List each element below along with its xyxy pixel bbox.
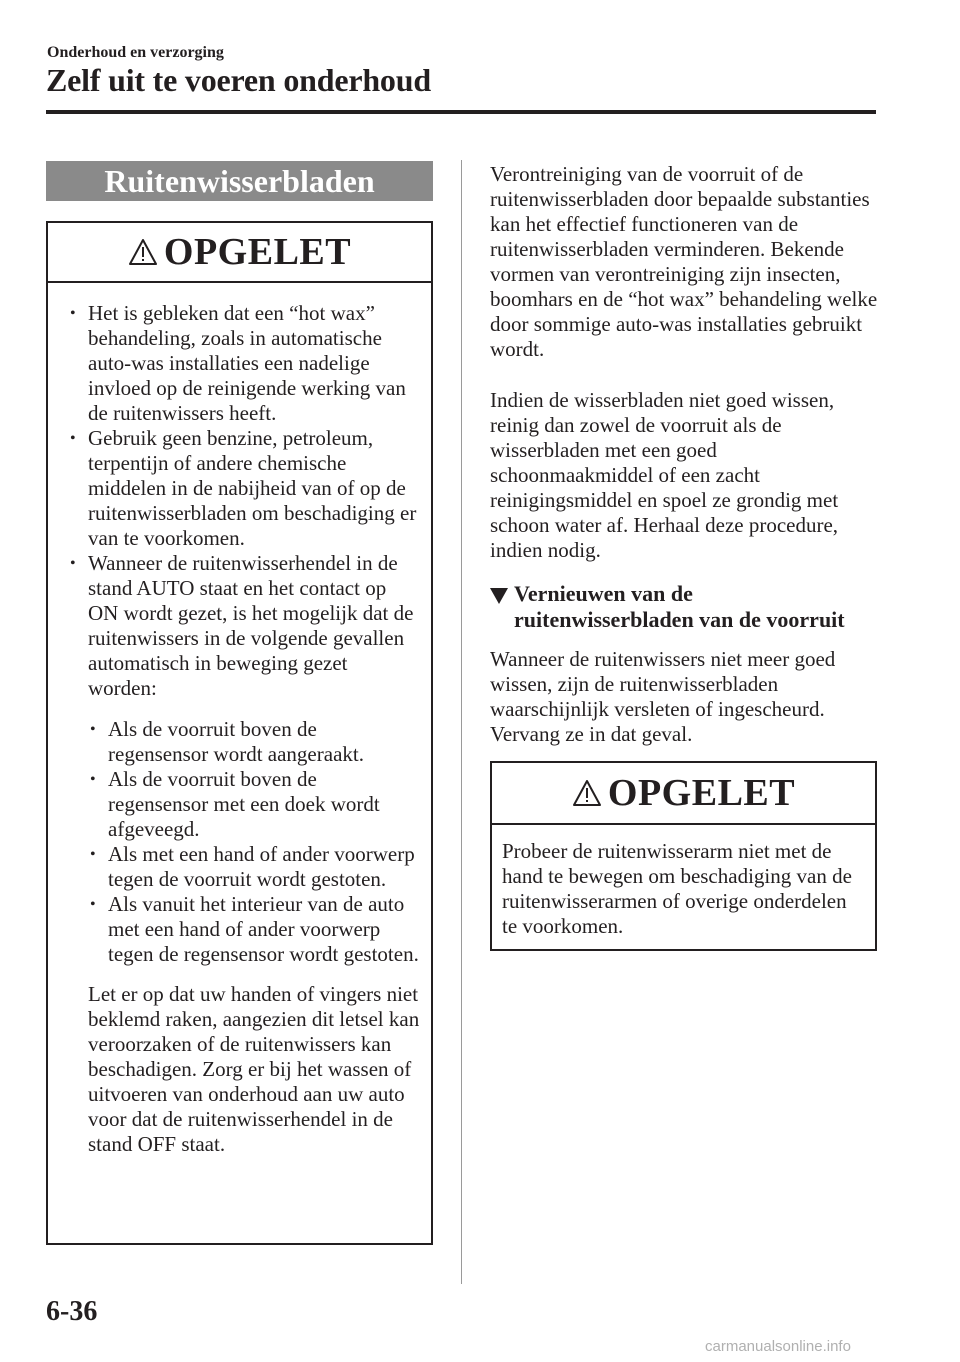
triangle-down-icon [490,588,508,604]
paragraph-replace: Wanneer de ruitenwissers niet meer goed wissen, zijn de ruitenwisserbladen waarschijnlijk versleten of ingescheurd. Vervang ze in dat geval. [490,647,836,746]
caution-text: Probeer de ruitenwisserarm niet met de hand te bewegen om beschadiging van de ruitenwisserarmen of overige onderdelen te voorkomen. [502,839,852,938]
list-item: • Als de voorruit boven de regensensor met een doek wordt afgeveegd. [90,767,421,842]
list-item: • Als de voorruit boven de regensensor wordt aangeraakt. [90,717,421,767]
header-rule [46,110,876,114]
caution-heading: OPGELET [163,231,352,273]
caution-box-wiper-care [46,221,433,1245]
caution-sub-bullets [70,717,421,967]
list-item: • Gebruik geen benzine, petroleum, terpentijn of andere chemische middelen in de nabijheid van of op de ruitenwisserbladen om beschadiging er van te voorkomen. [70,426,421,551]
caution-bullets [70,301,421,701]
caution-header [492,763,875,825]
caution-note: Let er op dat uw handen of vingers niet beklemd raken, aangezien dit letsel kan veroorzaken of de ruitenwissers kan beschadigen. Zorg er bij het wassen of uitvoeren van onderhoud aan uw auto voor dat de ruitenwisserhendel in de stand OFF staat. [88,982,420,1156]
column-divider [461,160,462,1284]
paragraph-contamination: Verontreiniging van de voorruit of de ruitenwisserbladen door bepaalde substanties kan het effectief functioneren van de ruitenwisserbladen verminderen. Bekende vormen van verontreiniging zijn insecten, boomhars en de “hot wax” behandeling welke door sommige auto-was installaties gebruikt wordt. [490,162,878,361]
list-item: • Als met een hand of ander voorwerp tegen de voorruit wordt gestoten. [90,842,421,892]
warning-triangle-icon [572,779,602,807]
watermark: carmanualsonline.info [705,1338,851,1355]
warning-triangle-icon [128,238,158,266]
paragraph-cleaning: Indien de wisserbladen niet goed wissen, reinig dan zowel de voorruit als de wisserbladen met een goed schoonmaakmiddel of een zacht reinigingsmiddel en spoel ze grondig met schoon water af. Herhaal deze procedure, indien nodig. [490,388,839,562]
caution-header [48,223,431,283]
list-item: • Het is gebleken dat een “hot wax” behandeling, zoals in automatische auto-was installaties een nadelige invloed op de reinigende werking van de ruitenwissers heeft. [70,301,421,426]
list-item: • Als vanuit het interieur van de auto met een hand of ander voorwerp tegen de regensensor wordt gestoten. [90,892,421,967]
subheading-replace-wipers [490,581,890,633]
topic-banner: Ruitenwisserbladen [46,161,433,201]
page-number: 6-36 [46,1296,98,1327]
caution-box-wiper-arm [490,761,877,951]
chapter-title: Zelf uit te voeren onderhoud [46,62,431,98]
subheading-line: Vernieuwen van de [514,581,693,606]
caution-content [48,283,431,1157]
subheading-line: ruitenwisserbladen van de voorruit [514,607,845,632]
caution-heading: OPGELET [607,772,796,814]
section-label: Onderhoud en verzorging [47,44,224,61]
list-item: • Wanneer de ruitenwisserhendel in de stand AUTO staat en het contact op ON wordt gezet, is het mogelijk dat de ruitenwissers in de volgende gevallen automatisch in beweging gezet worden: [70,551,421,701]
